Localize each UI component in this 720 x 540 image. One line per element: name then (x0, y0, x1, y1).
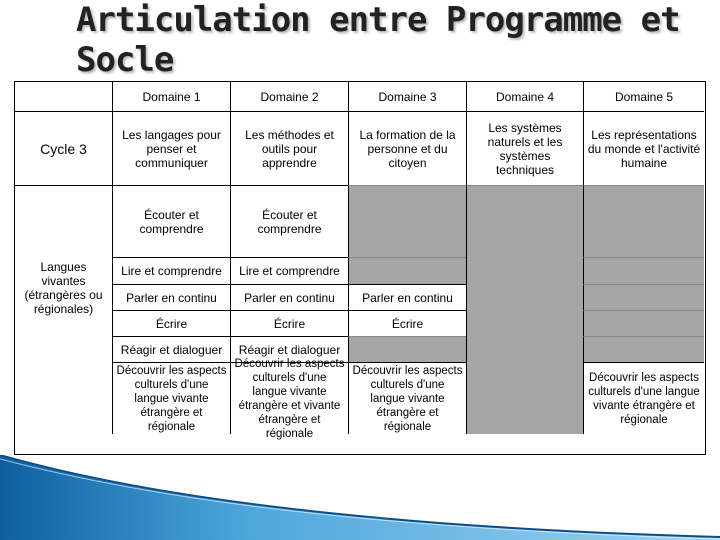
table-cell: Réagir et dialoguer (230, 336, 348, 362)
header-domaine-5: Domaine 5 (583, 82, 704, 111)
domain-description-1: Les langages pour penser et communiquer (112, 111, 230, 185)
table-cell: Lire et comprendre (230, 257, 348, 284)
table-cell: Lire et comprendre (112, 257, 230, 284)
shaded-cell (348, 257, 466, 284)
table-cell: Parler en continu (348, 284, 466, 310)
shaded-cell (583, 336, 704, 362)
domain-description-5: Les représentations du monde et l'activité humaine (583, 111, 704, 185)
table-cell: Découvrir les aspects culturels d'une langue vivante étrangère et régionale (348, 362, 466, 434)
domain-description-4: Les systèmes naturels et les systèmes techniques (466, 111, 583, 185)
table-cell: Écrire (112, 310, 230, 336)
table-cell: Écrire (348, 310, 466, 336)
shaded-cell (348, 336, 466, 362)
table-cell: Parler en continu (112, 284, 230, 310)
slide-title: Articulation entre Programme et Socle (76, 0, 680, 80)
table-cell: Écouter et comprendre (230, 185, 348, 257)
decorative-swoosh (0, 455, 720, 540)
shaded-cell (583, 185, 704, 257)
shaded-cell (583, 284, 704, 310)
shaded-cell (583, 257, 704, 284)
table-cell: Découvrir les aspects culturels d'une langue vivante étrangère et régionale (583, 362, 704, 434)
shaded-cell (583, 310, 704, 336)
articulation-table (14, 81, 706, 455)
table-cell: Écrire (230, 310, 348, 336)
subject-label: Langues vivantes (étrangères ou régionales) (15, 185, 112, 434)
table-cell: Parler en continu (230, 284, 348, 310)
table-cell: Écouter et comprendre (112, 185, 230, 257)
header-domaine-4: Domaine 4 (466, 82, 583, 111)
shaded-cell (348, 185, 466, 257)
domain-description-3: La formation de la personne et du citoyen (348, 111, 466, 185)
table-cell: Découvrir les aspects culturels d'une langue vivante étrangère et régionale (112, 362, 230, 434)
cycle-label: Cycle 3 (15, 111, 112, 185)
empty-corner-cell (15, 82, 112, 111)
header-domaine-2: Domaine 2 (230, 82, 348, 111)
header-domaine-3: Domaine 3 (348, 82, 466, 111)
table-cell: Réagir et dialoguer (112, 336, 230, 362)
domain-description-2: Les méthodes et outils pour apprendre (230, 111, 348, 185)
header-domaine-1: Domaine 1 (112, 82, 230, 111)
shaded-cell (466, 185, 583, 434)
swoosh-fill (0, 455, 720, 540)
table-cell: Découvrir les aspects culturels d'une langue vivante étrangère et vivante étrangère et régionale (230, 362, 348, 434)
